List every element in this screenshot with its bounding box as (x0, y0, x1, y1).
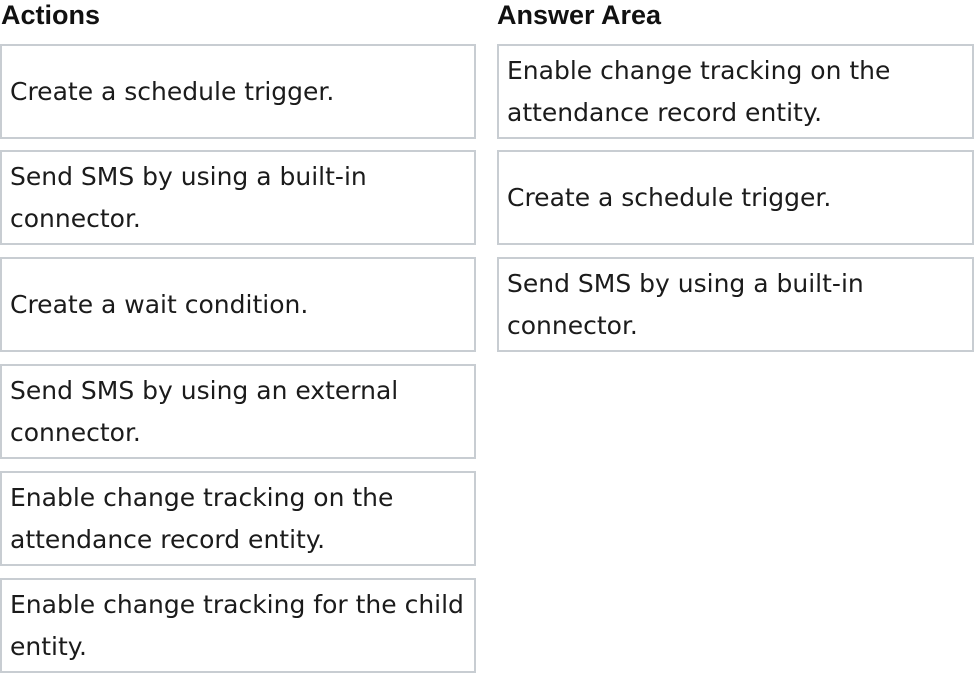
action-item-label: Send SMS by using a built-in connector. (10, 161, 367, 233)
action-item-send-sms-external-connector[interactable] (0, 364, 476, 459)
action-item-create-schedule-trigger[interactable] (0, 44, 476, 139)
action-item-label: Send SMS by using an external connector. (10, 375, 399, 447)
action-item-label: Enable change tracking for the child entity. (10, 589, 464, 661)
action-item-create-wait-condition[interactable] (0, 257, 476, 352)
action-item-enable-change-tracking-child[interactable] (0, 578, 476, 673)
answer-item-send-sms-built-in-connector[interactable] (497, 257, 974, 352)
actions-list (0, 0, 476, 674)
action-item-label: Create a schedule trigger. (10, 76, 335, 106)
answer-item-label: Enable change tracking on the attendance record entity. (507, 55, 891, 127)
action-item-enable-change-tracking-attendance[interactable] (0, 471, 476, 566)
answer-item-create-schedule-trigger[interactable] (497, 150, 974, 245)
answer-item-label: Send SMS by using a built-in connector. (507, 268, 864, 340)
action-item-send-sms-built-in-connector[interactable] (0, 150, 476, 245)
answer-item-enable-change-tracking-attendance[interactable] (497, 44, 974, 139)
answer-item-label: Create a schedule trigger. (507, 182, 832, 212)
answer-area-list (497, 0, 974, 674)
action-item-label: Enable change tracking on the attendance record entity. (10, 482, 394, 554)
answer-area-heading: Answer Area (497, 0, 662, 30)
action-item-label: Create a wait condition. (10, 289, 309, 319)
actions-heading: Actions (1, 0, 101, 30)
